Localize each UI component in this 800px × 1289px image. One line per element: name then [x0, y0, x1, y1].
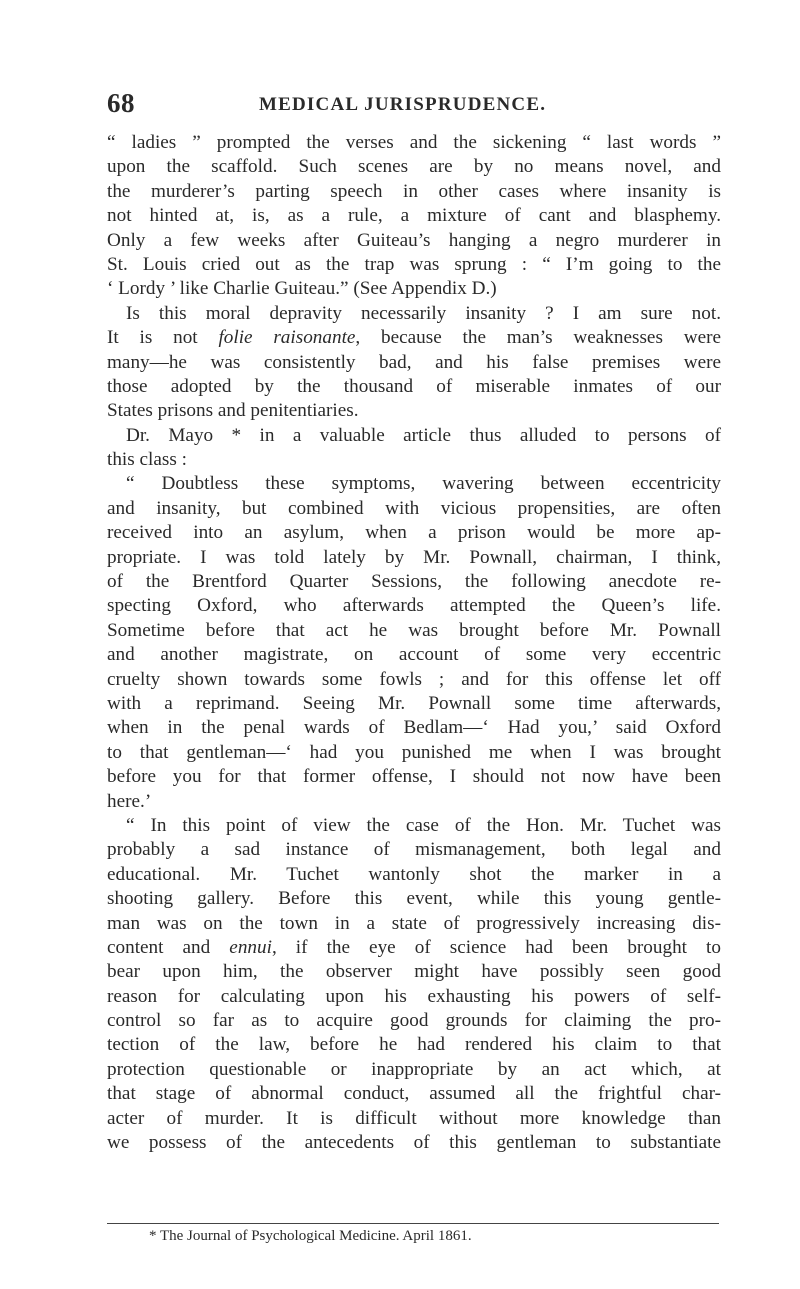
page-number: 68 [107, 88, 135, 118]
text-line: many—he was consistently bad, and his false premises were [107, 351, 721, 373]
text-line: those adopted by the thousand of miserable inmates of our [107, 375, 721, 397]
text-line: educational. Mr. Tuchet wantonly shot the marker in a [107, 863, 721, 885]
text-line: that stage of abnormal conduct, assumed all the frightful char- [107, 1083, 721, 1105]
text-line: reason for calculating upon his exhausting his powers of self- [107, 985, 721, 1007]
text-line: and another magistrate, on account of some very eccentric [107, 644, 721, 666]
text-line: “ ladies ” prompted the verses and the sickening “ last words ” [107, 132, 721, 153]
text-line: Dr. Mayo * in a valuable article thus alluded to persons of [126, 424, 721, 446]
text-line: “ Doubtless these symptoms, wavering between eccentricity [126, 473, 721, 495]
text-line: States prisons and penitentiaries. [107, 400, 359, 422]
text-line: received into an asylum, when a prison would be more ap- [107, 522, 721, 544]
text-line: when in the penal wards of Bedlam—‘ Had you,’ said Oxford [107, 717, 721, 739]
text-line: propriate. I was told lately by Mr. Pownall, chairman, I think, [107, 546, 721, 568]
text-line: specting Oxford, who afterwards attempted the Queen’s life. [107, 595, 721, 617]
text-line: tection of the law, before he had rendered his claim to that [107, 1034, 721, 1056]
text-line: here.’ [107, 790, 152, 812]
text-line: Is this moral depravity necessarily insanity ? I am sure not. [126, 302, 721, 324]
text-line: content and ennui, if the eye of science had been brought to [107, 936, 721, 958]
text-line: acter of murder. It is difficult without more knowledge than [107, 1107, 721, 1129]
page-header [107, 88, 747, 118]
text-line: we possess of the antecedents of this gentleman to substantiate [107, 1132, 721, 1154]
italic-phrase: folie raisonante [218, 327, 356, 349]
text-line: It is not folie raisonante, because the man’s weaknesses were [107, 327, 721, 349]
text-line: with a reprimand. Seeing Mr. Pownall some time afterwards, [107, 692, 721, 714]
text-line: of the Brentford Quarter Sessions, the following anecdote re- [107, 571, 721, 593]
text-line: protection questionable or inappropriate by an act which, at [107, 1058, 721, 1080]
text-line: probably a sad instance of mismanagement, both legal and [107, 839, 721, 861]
text-line: ‘ Lordy ’ like Charlie Guiteau.” (See Appendix D.) [107, 278, 497, 300]
text-line: before you for that former offense, I should not now have been [107, 766, 721, 788]
text-line: Only a few weeks after Guiteau’s hanging a negro murderer in [107, 229, 721, 251]
italic-phrase: ennui [229, 936, 272, 958]
text-line: this class : [107, 449, 187, 471]
text-line: St. Louis cried out as the trap was sprung : “ I’m going to the [107, 253, 721, 275]
text-line: not hinted at, is, as a rule, a mixture of cant and blasphemy. [107, 205, 721, 227]
text-line: “ In this point of view the case of the Hon. Mr. Tuchet was [126, 814, 721, 836]
footnote-rule [107, 1223, 719, 1224]
text-line: man was on the town in a state of progressively increasing dis- [107, 912, 721, 934]
running-head: MEDICAL JURISPRUDENCE. [259, 94, 547, 115]
text-line: Sometime before that act he was brought before Mr. Pownall [107, 619, 721, 641]
text-line: bear upon him, the observer might have possibly seen good [107, 961, 721, 983]
footnote: * The Journal of Psychological Medicine. April 1861. [149, 1228, 472, 1244]
text-line: control so far as to acquire good grounds for claiming the pro- [107, 1010, 721, 1032]
text-line: shooting gallery. Before this event, while this young gentle- [107, 888, 721, 910]
text-line: upon the scaffold. Such scenes are by no means novel, and [107, 156, 721, 178]
text-line: to that gentleman—‘ had you punished me when I was brought [107, 741, 721, 763]
text-line: cruelty shown towards some fowls ; and for this offense let off [107, 668, 721, 690]
body-text [107, 131, 721, 1155]
text-line: and insanity, but combined with vicious propensities, are often [107, 497, 721, 519]
text-line: the murderer’s parting speech in other cases where insanity is [107, 180, 721, 202]
